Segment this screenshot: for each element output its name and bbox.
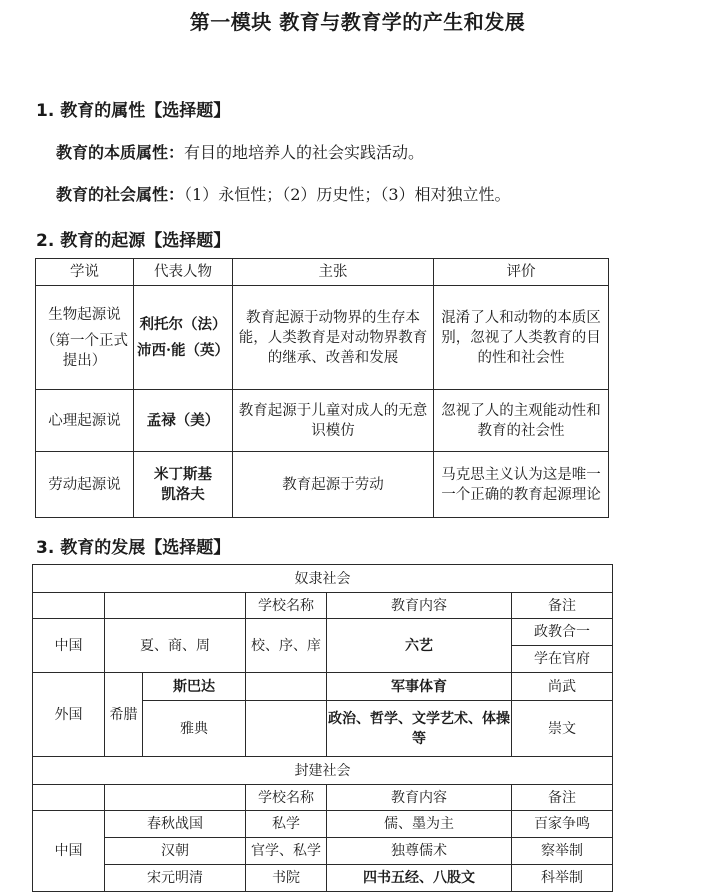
evaluation-cell: 马克思主义认为这是唯一一个正确的教育起源理论 (434, 452, 609, 518)
table-row (36, 390, 609, 452)
table-row (33, 865, 613, 892)
claim-cell: 教育起源于动物界的生存本能，人类教育是对动物界教育的继承、改善和发展 (233, 286, 434, 390)
person-cell (134, 286, 233, 390)
table-header-row (36, 259, 609, 286)
feudal-society-title-row (33, 757, 613, 785)
person-cell: 孟禄（美） (134, 390, 233, 452)
era-cell: 夏、商、周 (105, 619, 246, 673)
table-row (33, 811, 613, 838)
header-cell: 备注 (512, 593, 613, 619)
region-cell: 外国 (33, 673, 105, 757)
person-name: 沛西·能（英） (136, 341, 230, 359)
origin-table (35, 258, 609, 518)
section-1-heading: 1. 教育的属性【选择题】 (36, 101, 231, 121)
note-cell: 百家争鸣 (512, 811, 613, 838)
empty-cell (33, 785, 105, 811)
city-cell: 雅典 (143, 701, 246, 757)
development-table (32, 564, 613, 892)
table-row (33, 673, 613, 701)
feudal-society-title: 封建社会 (33, 757, 613, 785)
header-cell: 主张 (233, 259, 434, 286)
evaluation-cell: 混淆了人和动物的本质区别，忽视了人类教育的目的性和社会性 (434, 286, 609, 390)
content-cell: 军事体育 (327, 673, 512, 701)
city-cell: 斯巴达 (143, 673, 246, 701)
note-cell: 科举制 (512, 865, 613, 892)
content-cell: 儒、墨为主 (327, 811, 512, 838)
content-cell: 独尊儒术 (327, 838, 512, 865)
school-cell: 书院 (246, 865, 327, 892)
person-name: 米丁斯基 (154, 465, 212, 483)
header-cell: 学说 (36, 259, 134, 286)
empty-cell (246, 673, 327, 701)
era-cell: 宋元明清 (105, 865, 246, 892)
theory-note: （第一个正式提出） (41, 332, 128, 369)
header-cell: 代表人物 (134, 259, 233, 286)
essence-text: 有目的地培养人的社会实践活动。 (184, 143, 425, 162)
school-cell: 校、序、庠 (246, 619, 327, 673)
header-cell: 教育内容 (327, 593, 512, 619)
region-cell: 中国 (33, 619, 105, 673)
slave-society-title-row (33, 565, 613, 593)
note-cell: 学在官府 (512, 646, 613, 673)
section-3-heading: 3. 教育的发展【选择题】 (36, 538, 231, 558)
table-row (33, 619, 613, 646)
empty-cell (246, 701, 327, 757)
content-cell: 六艺 (327, 619, 512, 673)
table-header-row (33, 593, 613, 619)
social-text: （1）永恒性；（2）历史性；（3）相对独立性。 (184, 185, 511, 204)
content-cell: 四书五经、八股文 (327, 865, 512, 892)
empty-cell (105, 785, 246, 811)
era-cell: 春秋战国 (105, 811, 246, 838)
slave-society-title: 奴隶社会 (33, 565, 613, 593)
school-cell: 官学、私学 (246, 838, 327, 865)
evaluation-cell: 忽视了人的主观能动性和教育的社会性 (434, 390, 609, 452)
era-cell: 汉朝 (105, 838, 246, 865)
header-cell: 备注 (512, 785, 613, 811)
header-cell: 学校名称 (246, 785, 327, 811)
social-label: 教育的社会属性： (56, 185, 185, 204)
essence-attribute (56, 140, 424, 163)
person-name: 凯洛夫 (161, 485, 205, 503)
empty-cell (105, 593, 246, 619)
region-cell: 中国 (33, 811, 105, 892)
person-name: 利托尔（法） (139, 315, 227, 333)
note-cell: 察举制 (512, 838, 613, 865)
theory-cell: 劳动起源说 (36, 452, 134, 518)
claim-cell: 教育起源于儿童对成人的无意识模仿 (233, 390, 434, 452)
essence-label: 教育的本质属性： (56, 143, 185, 162)
section-2-heading: 2. 教育的起源【选择题】 (36, 231, 231, 251)
school-cell: 私学 (246, 811, 327, 838)
content-cell: 政治、哲学、文学艺术、体操等 (327, 701, 512, 757)
social-attribute (56, 182, 511, 205)
person-cell (134, 452, 233, 518)
note-cell: 崇文 (512, 701, 613, 757)
page-title: 第一模块 教育与教育学的产生和发展 (189, 10, 526, 34)
header-cell: 教育内容 (327, 785, 512, 811)
theory-cell: 心理起源说 (36, 390, 134, 452)
note-cell: 政教合一 (512, 619, 613, 646)
header-cell: 评价 (434, 259, 609, 286)
table-row (36, 452, 609, 518)
country-cell: 希腊 (105, 673, 143, 757)
table-row (36, 286, 609, 390)
table-row (33, 838, 613, 865)
note-cell: 尚武 (512, 673, 613, 701)
theory-name: 生物起源说 (48, 306, 121, 323)
header-cell: 学校名称 (246, 593, 327, 619)
table-header-row (33, 785, 613, 811)
empty-cell (33, 593, 105, 619)
claim-cell: 教育起源于劳动 (233, 452, 434, 518)
theory-cell (36, 286, 134, 390)
